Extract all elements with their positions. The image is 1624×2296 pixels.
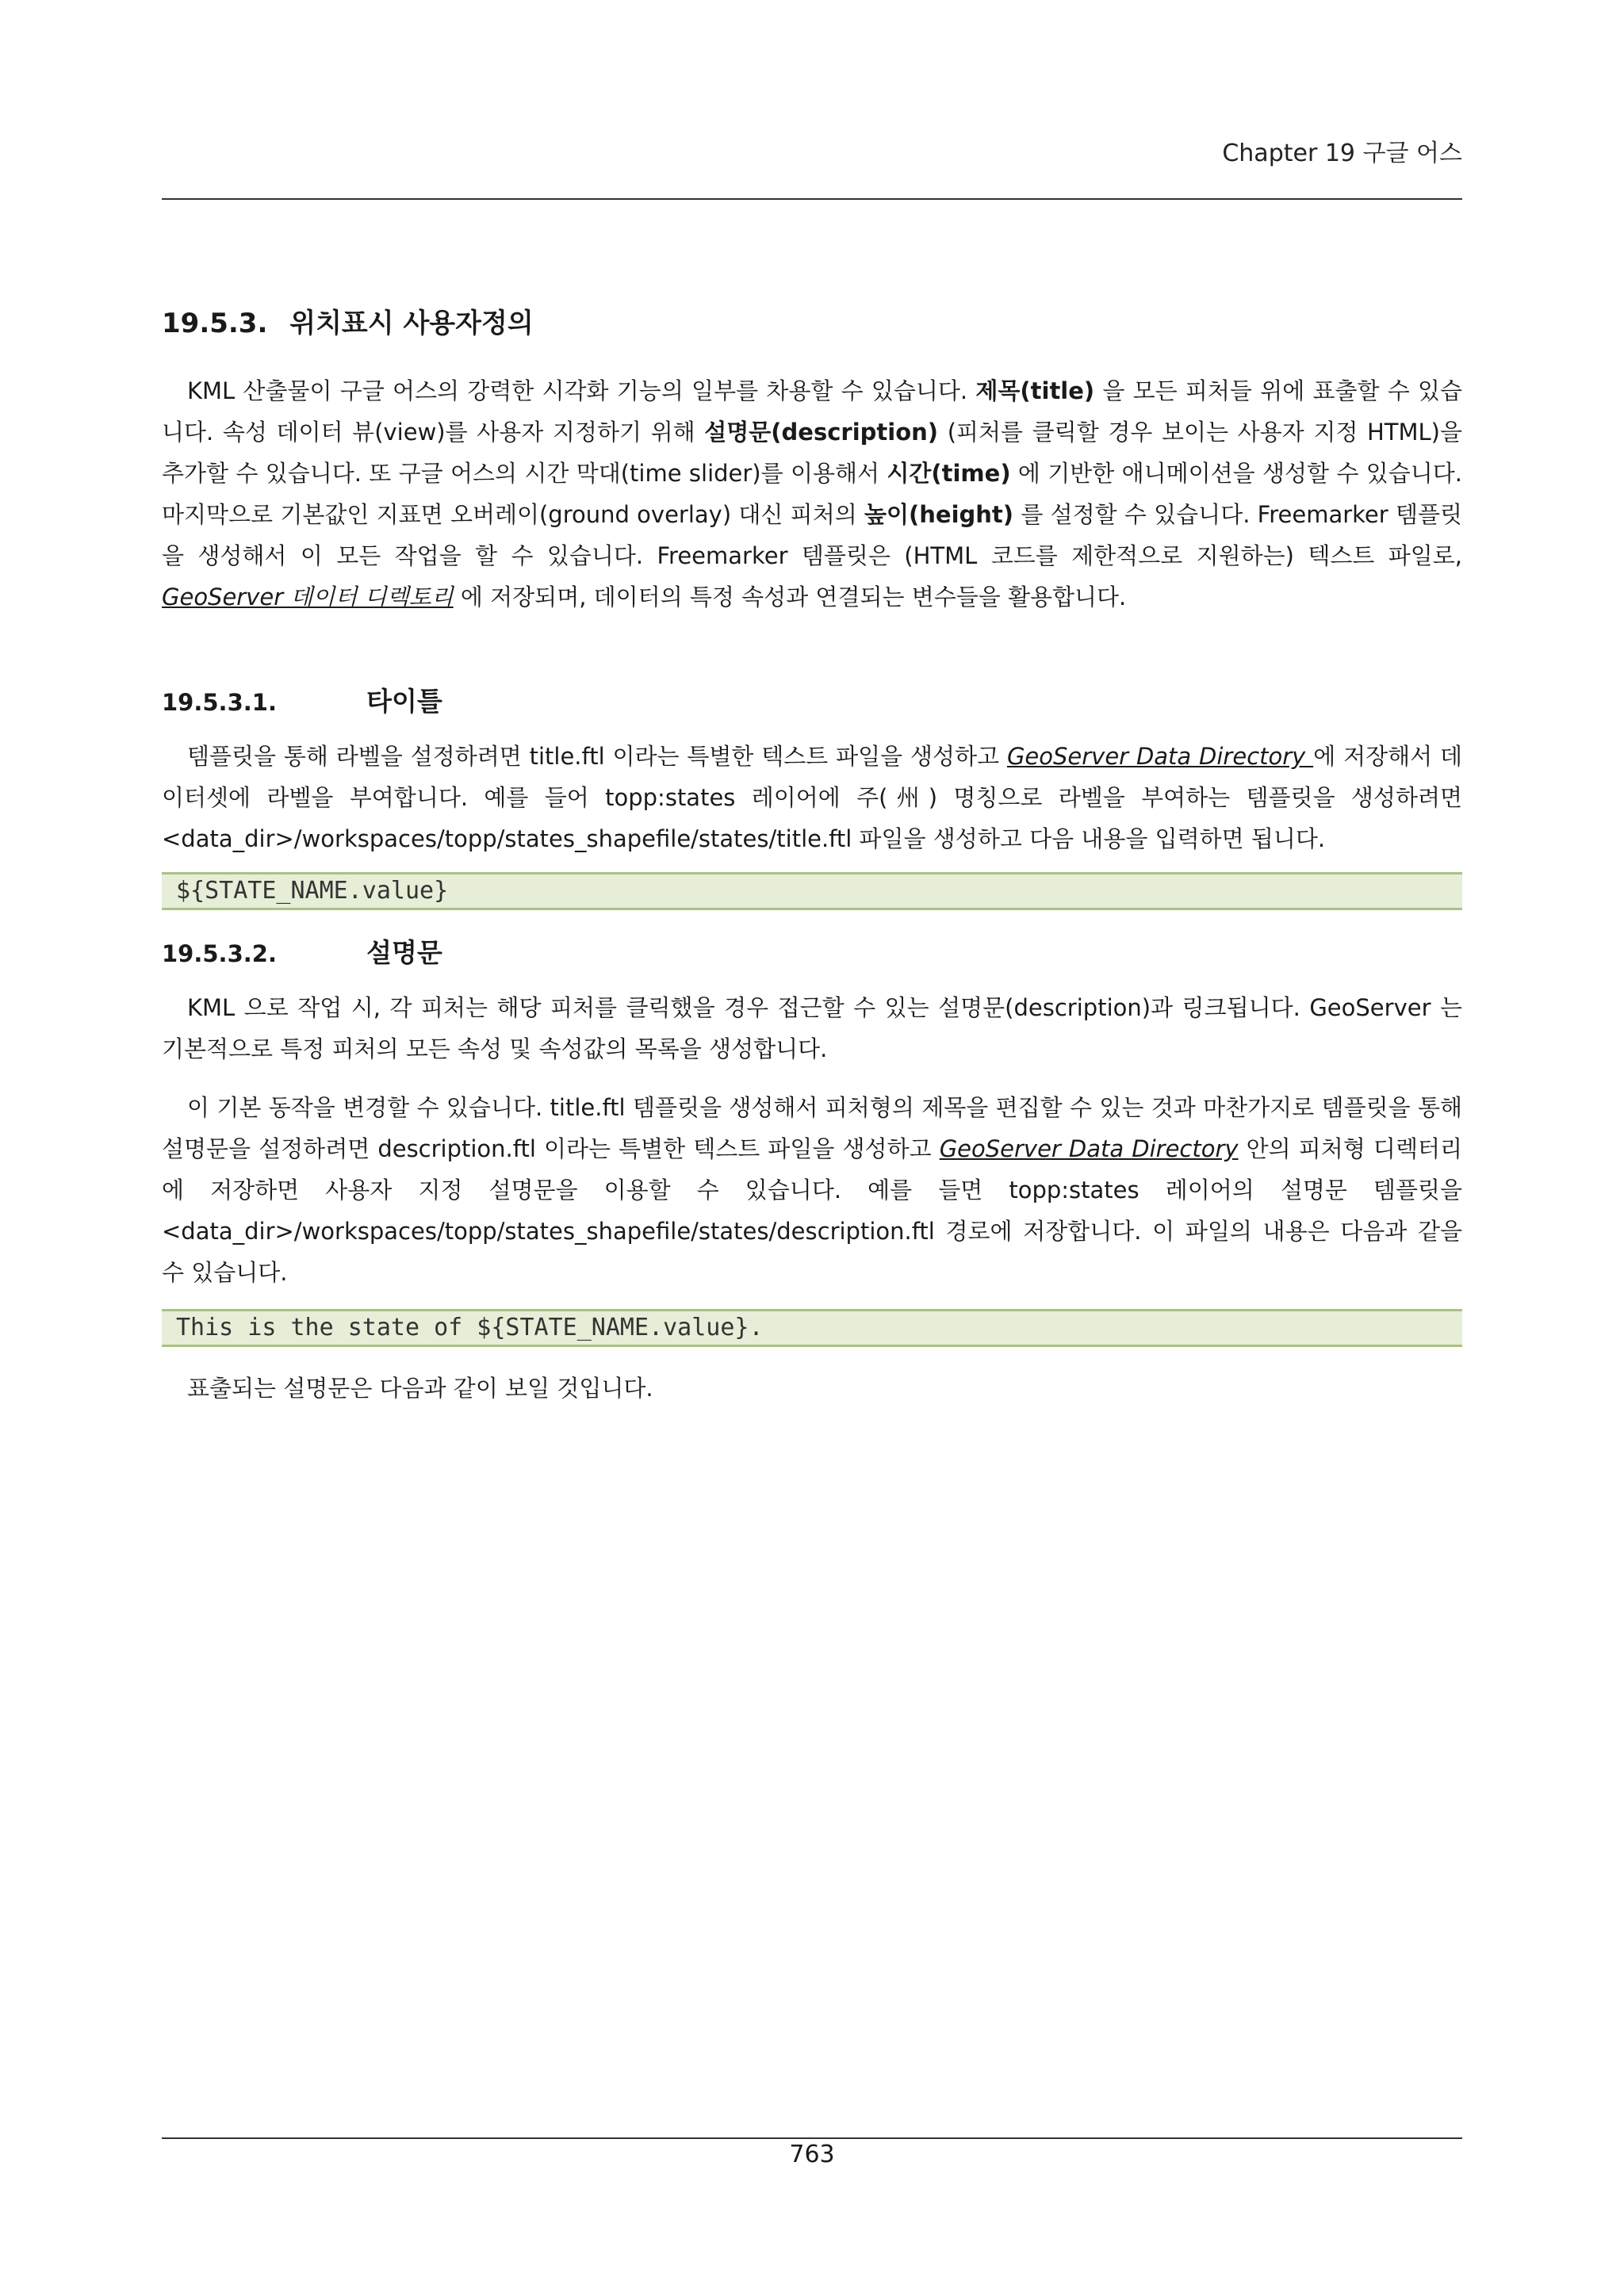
subsection-number: 19.5.3.1. <box>162 689 277 716</box>
subsection-heading-title <box>162 681 1462 718</box>
title-text-1: 템플릿을 통해 라벨을 설정하려면 title.ftl 이라는 특별한 텍스트 파일을 생성하고 <box>187 743 1007 770</box>
title-text-2: 에 저장해서 데이터셋에 라벨을 부여합니다. 예를 들어 topp:states 레이어에 주(州) 명칭으로 라벨을 부여하는 템플릿을 생성하려면 <data_dir>/workspaces/topp/states_shapefile/states/title.ftl 파일을 생성하고 다음 내용을 입력하면 됩니다. <box>162 743 1462 852</box>
code-block-title: ${STATE_NAME.value} <box>162 872 1462 910</box>
description-paragraph-2 <box>162 1087 1462 1293</box>
page-content <box>162 301 1462 1409</box>
intro-text-5: 를 설정할 수 있습니다. Freemarker 템플릿을 생성해서 이 모든 작업을 할 수 있습니다. Freemarker 템플릿은 (HTML 코드를 제한적으로 지원하는) 텍스트 파일로, <box>162 501 1462 569</box>
page-number: 763 <box>789 2141 835 2168</box>
intro-text-2: 을 모든 피처들 위에 표출할 수 있습니다. 속성 데이터 뷰(view)를 사용자 지정하기 위해 <box>162 377 1462 446</box>
subsection-title: 설명문 <box>366 937 442 968</box>
subsection-heading-description <box>162 932 1462 970</box>
intro-text-3: (피처를 클릭할 경우 보이는 사용자 지정 HTML)을 추가할 수 있습니다. 또 구글 어스의 시간 막대(time slider)를 이용해서 <box>162 419 1462 487</box>
section-number: 19.5.3. <box>162 308 268 339</box>
subsection-number: 19.5.3.2. <box>162 940 277 967</box>
title-paragraph <box>162 736 1462 859</box>
section-heading <box>162 301 1462 340</box>
subsection-title: 타이틀 <box>366 686 442 717</box>
running-header: Chapter 19 구글 어스 <box>1222 140 1462 167</box>
geoserver-data-directory-link[interactable]: GeoServer Data Directory <box>939 1135 1239 1162</box>
intro-text-6: 에 저장되며, 데이터의 특정 속성과 연결되는 변수들을 활용합니다. <box>460 584 1127 610</box>
description-text-1: 이 기본 동작을 변경할 수 있습니다. title.ftl 템플릿을 생성해서 피처형의 제목을 편집할 수 있는 것과 마찬가지로 템플릿을 통해 설명문을 설정하려면 description.ftl 이라는 특별한 텍스트 파일을 생성하고 <box>162 1094 1462 1162</box>
section-title: 위치표시 사용자정의 <box>289 308 534 339</box>
geoserver-data-directory-link[interactable]: GeoServer Data Directory <box>1006 743 1314 770</box>
intro-bold-description: 설명문(description) <box>704 419 939 446</box>
intro-text-4: 에 기반한 애니메이션을 생성할 수 있습니다. 마지막으로 기본값인 지표면 오버레이(ground overlay) 대신 피처의 <box>162 460 1463 528</box>
header-divider <box>162 198 1462 200</box>
intro-text-1: KML 산출물이 구글 어스의 강력한 시각화 기능의 일부를 차용할 수 있습니다. <box>187 377 976 404</box>
description-paragraph-3: 표출되는 설명문은 다음과 같이 보일 것입니다. <box>187 1375 653 1402</box>
intro-bold-title: 제목(title) <box>975 377 1095 404</box>
intro-paragraph <box>162 370 1462 618</box>
description-paragraph-1: KML 으로 작업 시, 각 피처는 해당 피처를 클릭했을 경우 접근할 수 있는 설명문(description)과 링크됩니다. GeoServer 는 기본적으로 특정 피처의 모든 속성 및 속성값의 목록을 생성합니다. <box>162 994 1462 1062</box>
description-text-2: 안의 피처형 디렉터리에 저장하면 사용자 지정 설명문을 이용할 수 있습니다. 예를 들면 topp:states 레이어의 설명문 템플릿을 <data_dir>/workspaces/topp/states_shapefile/states/description.ftl 경로에 저장합니다. 이 파일의 내용은 다음과 같을 수 있습니다. <box>162 1135 1462 1286</box>
code-block-description: This is the state of ${STATE_NAME.value}. <box>162 1309 1462 1347</box>
intro-bold-time: 시간(time) <box>887 460 1011 487</box>
geoserver-data-dir-link[interactable]: GeoServer 데이터 디렉토리 <box>162 584 454 610</box>
footer-divider <box>162 2137 1462 2139</box>
intro-bold-height: 높이(height) <box>864 501 1014 528</box>
